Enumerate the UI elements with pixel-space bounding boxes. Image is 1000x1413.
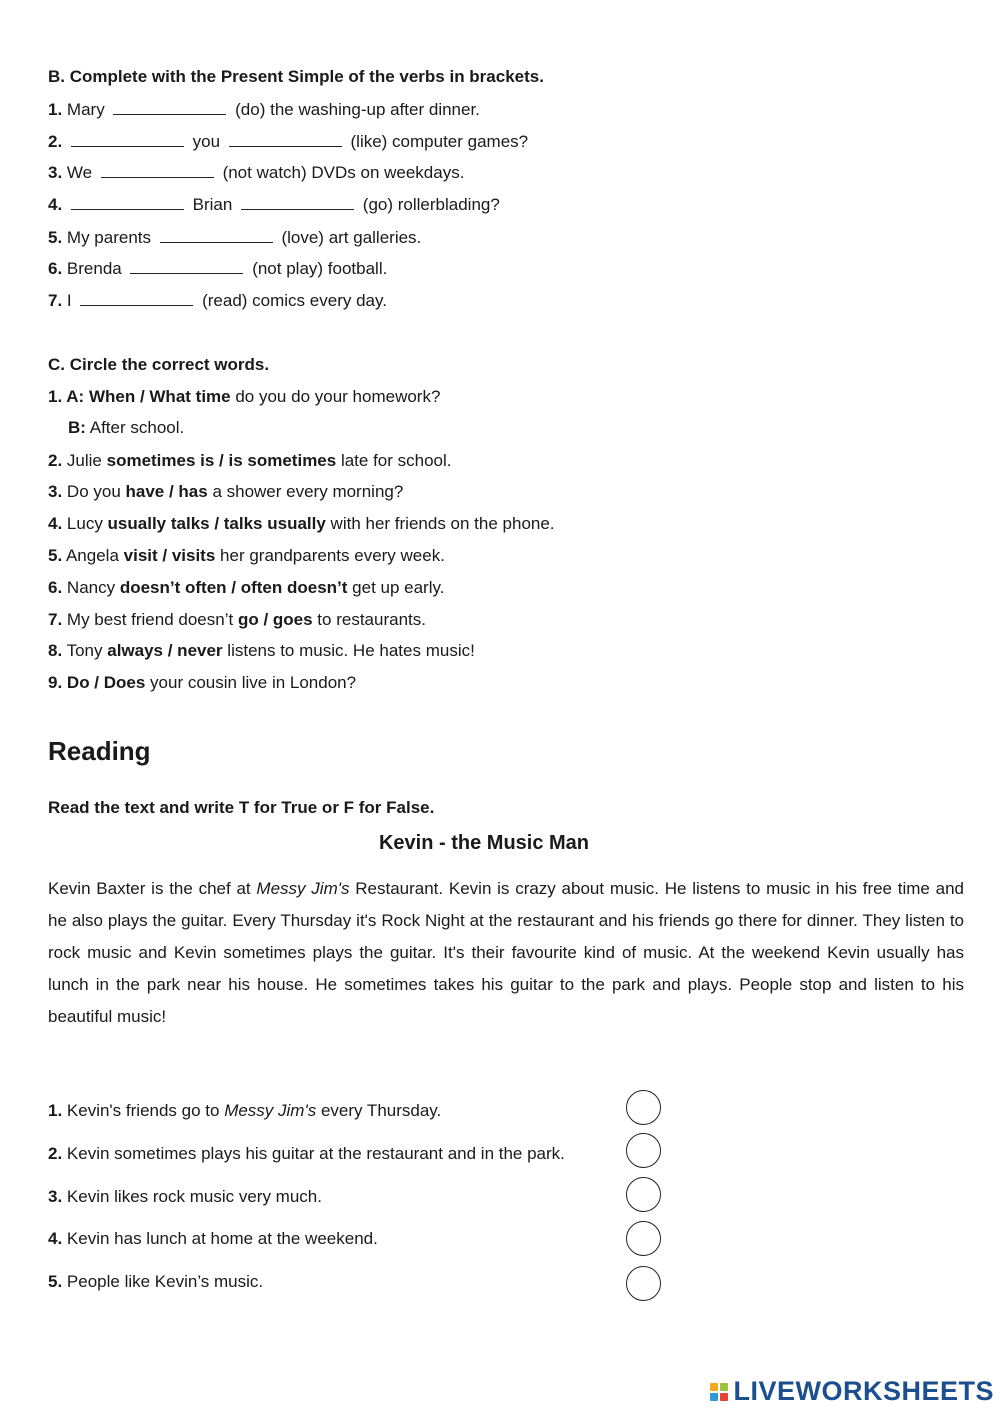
item-text: every Thursday. [316,1101,442,1120]
logo-text: LIVEWORKSHEETS [733,1376,994,1406]
c-item-8 [48,641,475,661]
item-text-italic: Messy Jim's [224,1101,317,1120]
item-text: Julie [62,451,107,470]
c-item-7 [48,610,426,630]
story-paragraph [48,873,964,1033]
choice-options[interactable]: have / has [125,482,208,501]
choice-options[interactable]: doesn’t often / often doesn’t [119,578,348,597]
item-number: 1. [48,1101,63,1120]
story-text: Restaurant. Kevin is crazy about music. He listens to music in his free time and he also plays the guitar. Every Thursday it's Rock Night at the restaurant and his friends go there for dinner. They listen to rock music and Kevin sometimes plays the guitar. It's their favourite kind of music. At the weekend Kevin usually has lunch in the park near his house. He sometimes takes his guitar to the park and plays. People stop and listen to his beautiful music! [48,879,965,1026]
item-number: 3. [48,163,63,182]
item-text: (not watch) DVDs on weekdays. [217,163,465,182]
item-text: you [187,132,225,151]
section-c-title: C. Circle the correct words. [48,355,270,374]
item-text: with her friends on the phone. [325,514,555,533]
choice-options[interactable]: go / goes [237,610,313,629]
reading-instruction: Read the text and write T for True or F for False. [48,798,435,817]
item-text: Brenda [66,259,127,278]
tf-statement-1 [48,1101,441,1121]
item-number: 9. [48,673,63,692]
item-text: After school. [85,418,185,437]
b-item-3 [48,163,464,183]
b-item-5 [48,228,421,248]
item-text: Angela [62,546,124,565]
item-number: 4. [48,195,63,214]
answer-circle-2[interactable] [626,1133,661,1168]
item-text: Kevin's friends go to [62,1101,225,1120]
story-title: Kevin - the Music Man [378,832,590,854]
answer-blank[interactable] [71,132,184,147]
answer-circle-5[interactable] [626,1266,661,1301]
c-item-1 [48,387,440,407]
item-text: Kevin likes rock music very much. [62,1187,322,1206]
item-number: 6. [48,259,63,278]
item-text: do you do your homework? [230,387,441,406]
item-number: 3. [48,482,63,501]
b-item-2 [48,132,528,152]
liveworksheets-logo [710,1376,994,1407]
choice-options[interactable]: visit / visits [123,546,216,565]
item-text: Brian [187,195,238,214]
tf-statement-2 [48,1144,565,1164]
item-text: get up early. [347,578,445,597]
item-text: Mary [66,100,110,119]
answer-blank[interactable] [130,259,243,274]
item-number: 4. [48,1229,63,1248]
item-number: 3. [48,1187,63,1206]
answer-circle-3[interactable] [626,1177,661,1212]
item-number: 2. [48,1144,63,1163]
answer-circle-1[interactable] [626,1090,661,1125]
c-item-4 [48,514,555,534]
item-text: her grandparents every week. [215,546,445,565]
item-text: (not play) football. [247,259,388,278]
story-text-italic: Messy Jim's [256,879,350,898]
tf-statement-5 [48,1272,263,1292]
item-text: Do you [62,482,126,501]
item-text: your cousin live in London? [145,673,357,692]
item-number: 5. [48,546,63,565]
item-text: My best friend doesn’t [62,610,238,629]
item-text: Kevin has lunch at home at the weekend. [62,1229,378,1248]
answer-blank[interactable] [71,195,184,210]
speaker-label: A: [62,387,89,406]
item-text: late for school. [336,451,452,470]
c-item-3 [48,482,403,502]
story-text: Kevin Baxter is the chef at [48,879,257,898]
choice-options[interactable]: When / What time [88,387,231,406]
item-text: (read) comics every day. [197,291,387,310]
item-number: 2. [48,132,63,151]
b-item-1 [48,100,480,120]
item-text: listens to music. He hates music! [222,641,475,660]
speaker-label: B: [68,418,86,437]
tf-statement-3 [48,1187,322,1207]
c-item-9 [48,673,356,693]
tf-statement-4 [48,1229,378,1249]
item-text: I [66,291,77,310]
item-text: Nancy [62,578,120,597]
item-number: 4. [48,514,63,533]
answer-blank[interactable] [101,163,214,178]
item-number: 1. [48,100,63,119]
item-text: We [66,163,97,182]
item-number: 5. [48,228,63,247]
item-number: 5. [48,1272,63,1291]
item-text: My parents [66,228,156,247]
item-text: (like) computer games? [345,132,529,151]
choice-options[interactable]: sometimes is / is sometimes [106,451,337,470]
answer-blank[interactable] [80,291,193,306]
item-text: People like Kevin’s music. [62,1272,264,1291]
item-text: Lucy [62,514,108,533]
answer-blank[interactable] [229,132,342,147]
item-text: (love) art galleries. [276,228,422,247]
c-item-5 [48,546,445,566]
item-text [62,195,67,214]
item-text: a shower every morning? [207,482,404,501]
choice-options[interactable]: always / never [107,641,223,660]
section-b-title: B. Complete with the Present Simple of the verbs in brackets. [48,67,544,86]
choice-options[interactable]: Do / Does [66,673,146,692]
logo-grid-icon [710,1383,728,1401]
item-number: 1. [48,387,63,406]
c-item-1-answer [68,418,184,438]
item-number: 8. [48,641,63,660]
c-item-6 [48,578,444,598]
item-text: (do) the washing-up after dinner. [230,100,480,119]
item-number: 2. [48,451,63,470]
reading-heading: Reading [48,736,151,766]
item-text: to restaurants. [312,610,426,629]
answer-blank[interactable] [113,100,226,115]
c-item-2 [48,451,452,471]
item-number: 7. [48,291,63,310]
answer-blank[interactable] [160,228,273,243]
b-item-6 [48,259,387,279]
b-item-7 [48,291,387,311]
item-text: Kevin sometimes plays his guitar at the restaurant and in the park. [62,1144,565,1163]
choice-options[interactable]: usually talks / talks usually [107,514,326,533]
answer-blank[interactable] [241,195,354,210]
item-text: Tony [62,641,108,660]
b-item-4 [48,195,500,215]
item-text [62,132,67,151]
item-number: 7. [48,610,63,629]
answer-circle-4[interactable] [626,1221,661,1256]
item-number: 6. [48,578,63,597]
item-text: (go) rollerblading? [358,195,500,214]
